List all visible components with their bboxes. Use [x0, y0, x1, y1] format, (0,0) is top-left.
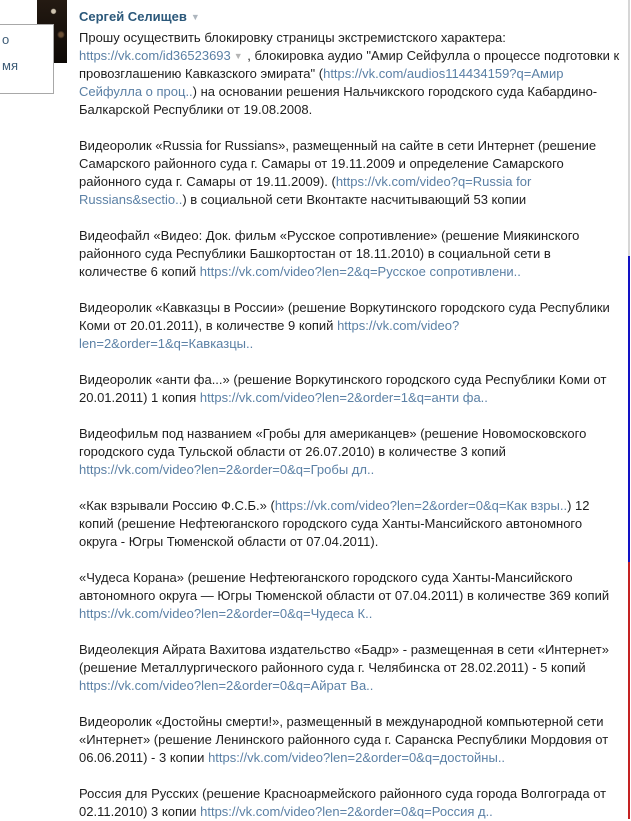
post-link[interactable]: https://vk.com/audios114434159?q=Амир Сейфулла о проц..: [79, 66, 564, 99]
post-text: Россия для Русских (решение Красноармейского районного суда города Волгограда от 02.11.2010) 3 копии: [79, 786, 607, 819]
post-link[interactable]: https://vk.com/id36523693: [79, 48, 231, 63]
post-paragraph: [79, 641, 622, 695]
post-paragraph: [79, 713, 622, 767]
popup-menu-item[interactable]: о: [2, 32, 10, 47]
author-name-link[interactable]: Сергей Селищев: [79, 9, 187, 24]
post-link[interactable]: https://vk.com/video?len=2&q=Русское сопротивлени..: [199, 264, 521, 279]
post-link[interactable]: https://vk.com/video?len=2&order=0&q=Как взры..: [274, 498, 568, 513]
right-edge-strip-red: [628, 562, 630, 819]
post-paragraph: [79, 299, 622, 353]
popup-menu-item[interactable]: мя: [2, 58, 18, 73]
right-edge-strip-blue: [628, 256, 630, 562]
post-paragraph: [79, 569, 622, 623]
context-popup: [0, 24, 54, 94]
post-link[interactable]: https://vk.com/video?len=2&order=1&q=Кавказцы..: [79, 318, 460, 351]
post-text: , блокировка аудио "Амир Сейфулла о процессе подготовки к провозглашению Кавказского эмирата" (: [79, 48, 620, 81]
post-link[interactable]: https://vk.com/video?q=Russia for Russians&sectio..: [79, 174, 532, 207]
post-text: Видеоролик «Russia for Russians», размещенный на сайте в сети Интернет (решение Самарского районного суда г. Самары от 19.11.2009 и определение Самарского районного суда г. Самары от 19.11.2009). (: [79, 138, 597, 189]
post-text: Прошу осуществить блокировку страницы экстремистского характера:: [79, 30, 506, 45]
post-paragraph: [79, 137, 622, 209]
post-paragraph: [79, 785, 622, 821]
post-paragraph: [79, 497, 622, 551]
post-text: ) на основании решения Нальчикского городского суда Кабардино-Балкарской Республики от 19.08.2008.: [79, 84, 598, 117]
post-link[interactable]: https://vk.com/video?len=2&order=1&q=анти фа..: [199, 390, 488, 405]
link-dropdown-arrow-icon[interactable]: ▼: [233, 51, 243, 61]
post-link[interactable]: https://vk.com/video?len=2&order=0&q=Россия д..: [200, 804, 493, 819]
post-link[interactable]: https://vk.com/video?len=2&order=0&q=Чудеса К..: [79, 606, 373, 621]
post-link[interactable]: https://vk.com/video?len=2&order=0&q=Гробы дл..: [79, 462, 375, 477]
post-paragraph: [79, 425, 622, 479]
post: [79, 8, 622, 821]
post-paragraph: [79, 371, 622, 407]
post-paragraph: [79, 227, 622, 281]
post-link[interactable]: https://vk.com/video?len=2&order=0&q=достойны..: [208, 750, 506, 765]
post-text: Видеофильм под названием «Гробы для американцев» (решение Новомосковского городского суда Тульской области от 26.07.2010) в количестве 3 копий: [79, 426, 587, 459]
post-text: Видеоролик «Достойны смерти!», размещенный в международной компьютерной сети «Интернет» (решение Ленинского районного суда г. Саранска Республики Мордовия от 06.06.2011) - 3 копии: [79, 714, 609, 765]
post-link[interactable]: https://vk.com/video?len=2&order=0&q=Айрат Ва..: [79, 678, 374, 693]
author-dropdown-arrow-icon[interactable]: ▼: [190, 12, 200, 22]
post-body: [79, 29, 622, 821]
post-text: «Как взрывали Россию Ф.С.Б.» (: [79, 498, 275, 513]
post-text: Видеоролик «анти фа...» (решение Воркутинского городского суда Республики Коми от 20.01.2011) 1 копия: [79, 372, 607, 405]
post-text: «Чудеса Корана» (решение Нефтеюганского городского суда Ханты-Мансийского автономного округа — Югры Тюменской области от 07.04.2011) в количестве 369 копий: [79, 570, 610, 603]
post-text: ) в социальной сети Вконтакте насчитывающий 53 копии: [182, 192, 527, 207]
post-text: Видеоролик «Кавказцы в России» (решение Воркутинского городского суда Республики Коми от 20.01.2011), в количестве 9 копий: [79, 300, 610, 333]
post-text: Видеофайл «Видео: Док. фильм «Русское сопротивление» (решение Миякинского районного суда Республики Башкортостан от 18.11.2010) в социальной сети в количестве 6 копий: [79, 228, 580, 279]
right-edge-strip-gray: [628, 0, 630, 256]
post-text: ) 12 копий (решение Нефтеюганского городского суда Ханты-Мансийского автономного округа - Югры Тюменской области от 07.04.2011).: [79, 498, 590, 549]
post-paragraph: [79, 29, 622, 119]
post-text: Видеолекция Айрата Вахитова издательство «Бадр» - размещенная в сети «Интернет» (решение Металлургического районного суда г. Челябинска от 28.02.2011) - 5 копий: [79, 642, 609, 675]
